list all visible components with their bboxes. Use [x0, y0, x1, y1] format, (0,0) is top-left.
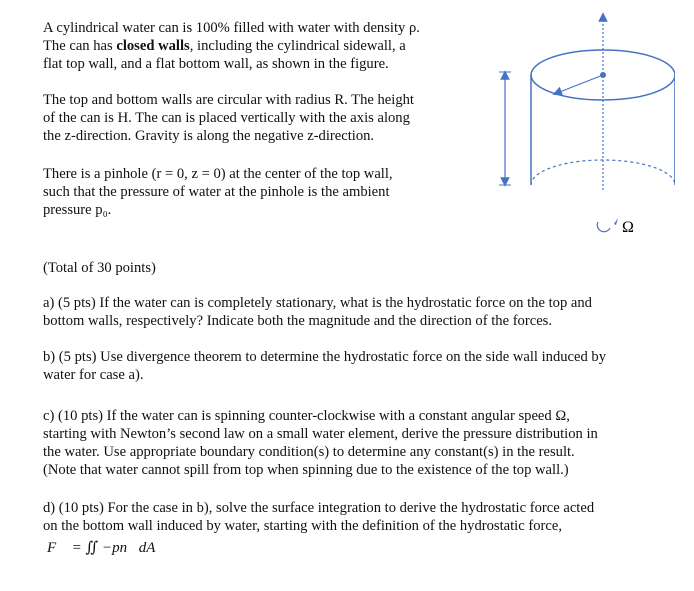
radius-arrow: [557, 75, 603, 93]
rotation-arrow-icon: [597, 222, 610, 232]
total-points: (Total of 30 points): [43, 260, 156, 276]
intro-text-2: , including the cylindrical sidewall, a flat top wall, and a flat bottom wall, as shown in the figure.: [43, 38, 406, 72]
omega-label: Ω: [622, 219, 634, 236]
question-c: c) (10 pts) If the water can is spinning counter-clockwise with a constant angular speed Ω, starting with Newton’s second law on a small water element, derive the pressure distribution in the water. Use appropriate boundary condition(s) to determine any constant(s) in the result. (Note that water cannot spill from top when spinning due to the existence of the top wall.): [43, 408, 598, 478]
question-d: d) (10 pts) For the case in b), solve the surface integration to derive the hydrostatic force acted on the bottom wall induced by water, starting with the definition of the hydrostatic force,: [43, 500, 595, 534]
intro-paragraph: [43, 19, 463, 73]
rotation-arrowhead-icon: [614, 218, 618, 225]
intro-text-1: A cylindrical water can is 100% filled with water with density ρ. The can has: [43, 20, 420, 54]
question-b: b) (5 pts) Use divergence theorem to determine the hydrostatic force on the side wall induced by water for case a).: [43, 349, 607, 383]
pinhole-paragraph: There is a pinhole (r = 0, z = 0) at the center of the top wall, such that the pressure of water at the pinhole is the ambient pressure p₀.: [43, 166, 393, 218]
walls-paragraph: The top and bottom walls are circular with radius R. The height of the can is H. The can is placed vertically with the axis along the z-direction. Gravity is along the negative z-direction.: [43, 92, 414, 144]
intro-bold-closed-walls: closed walls: [116, 38, 190, 54]
question-a: a) (5 pts) If the water can is completely stationary, what is the hydrostatic force on the top and bottom walls, respectively? Indicate both the magnitude and the direction of the forces.: [43, 295, 592, 329]
cylinder-figure: [495, 5, 675, 245]
force-formula: F⃗ = ∬ −pn⃗dA: [47, 540, 156, 556]
